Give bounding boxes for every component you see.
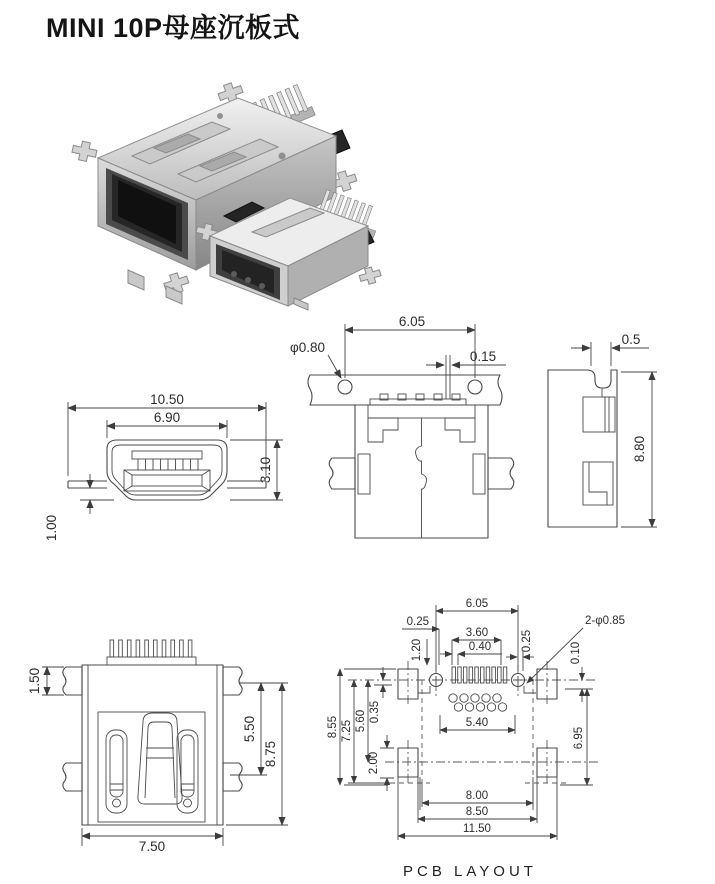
dim-front-outer-width: 10.50 [150, 392, 184, 407]
front-view-drawing [40, 388, 290, 554]
dim-pcb-b-total: 11.50 [463, 823, 491, 835]
front-view-dimensions [44, 392, 283, 541]
page-title: MINI 10P母座沉板式 [46, 13, 301, 43]
dim-pcb-h-total: 8.55 [327, 715, 339, 739]
dim-pcb-holes: 2-φ0.85 [585, 615, 626, 627]
dim-top-hole: φ0.80 [290, 340, 326, 355]
dim-pcb-pad-w: 0.40 [468, 641, 492, 653]
dim-front-height: 3.10 [258, 456, 273, 484]
pcb-layout-caption: PCB LAYOUT [403, 863, 537, 880]
dim-side-height: 8.80 [632, 435, 647, 463]
dim-pcb-edge: 0.10 [570, 641, 582, 665]
top-view-drawing [288, 308, 525, 555]
dim-pcb-pad-h: 2.00 [368, 751, 380, 775]
dim-pcb-h-off: 0.35 [369, 700, 381, 724]
dim-pcb-h-inner: 5.60 [355, 709, 367, 733]
dim-side-step: 0.5 [621, 332, 641, 347]
dim-top-pin: 0.15 [469, 349, 497, 364]
dim-front-inner-width: 6.90 [153, 410, 181, 425]
dim-pcb-v-gap: 1.20 [411, 638, 423, 662]
pcb-through-holes [449, 694, 507, 711]
top-view-outline [308, 355, 514, 538]
pcb-dimensions [327, 598, 625, 840]
dim-pcb-off-r: 0.25 [521, 629, 533, 653]
dim-pcb-h-mid: 7.25 [341, 719, 353, 743]
pcb-pin-pads [452, 667, 507, 683]
dim-top-pitch: 6.05 [398, 314, 426, 329]
dim-pcb-row: 3.60 [465, 627, 489, 639]
dim-pcb-pitch: 6.05 [465, 598, 489, 610]
dim-bottom-total: 8.75 [263, 740, 278, 768]
dim-bottom-shield: 5.50 [242, 715, 257, 743]
dim-pcb-off-l: 0.25 [406, 616, 429, 628]
dim-pcb-right-h: 6.95 [573, 726, 585, 750]
side-view-dimensions [571, 332, 657, 527]
front-view-outline [68, 440, 266, 500]
top-view-dimensions [290, 314, 506, 378]
dim-pcb-slot: 5.40 [465, 717, 489, 729]
dim-pcb-b-inner: 8.00 [465, 790, 489, 802]
dim-front-foot: 1.00 [44, 514, 59, 542]
side-view-outline [548, 370, 617, 527]
bottom-view-drawing [27, 598, 320, 875]
dim-pcb-b-mid: 8.50 [465, 806, 489, 818]
side-view-drawing [535, 330, 715, 545]
connector-body-2 [195, 189, 383, 310]
dim-bottom-width: 7.50 [138, 839, 166, 854]
bottom-view-outline [63, 640, 242, 825]
photo-connector-iso-2 [200, 182, 375, 310]
dim-bottom-tab: 1.50 [27, 667, 42, 695]
pcb-layout-drawing [327, 595, 715, 884]
